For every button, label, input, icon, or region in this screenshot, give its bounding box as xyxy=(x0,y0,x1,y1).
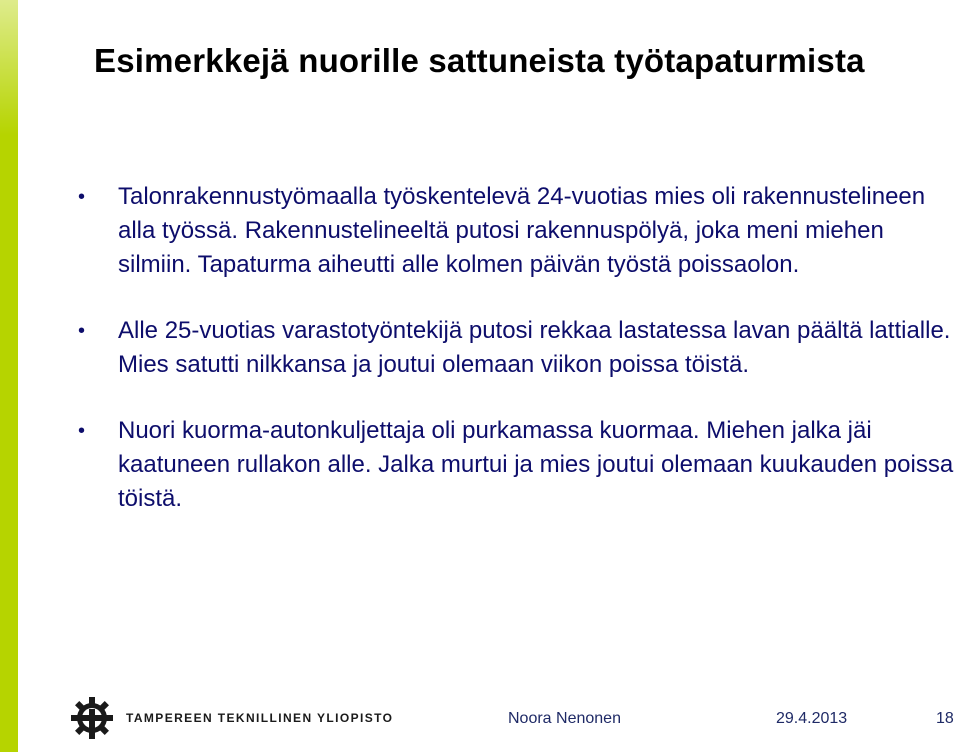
footer-date: 29.4.2013 xyxy=(776,710,848,727)
gear-logo-icon xyxy=(70,696,114,740)
bullet-item xyxy=(78,180,958,282)
bullet-list xyxy=(78,180,958,516)
bullet-marker: • xyxy=(78,320,86,342)
bullet-text: Alle 25-vuotias varastotyöntekijä putosi rekkaa lastatessa lavan päältä lattialle. Mies satutti nilkkansa ja joutui olemaan viikon poissa töistä. xyxy=(118,317,951,378)
bullet-text: Nuori kuorma-autonkuljettaja oli purkamassa kuormaa. Miehen jalka jäi kaatuneen rullakon alle. Jalka murtui ja mies joutui olemaan kuukauden poissa töistä. xyxy=(118,417,954,512)
bullet-marker: • xyxy=(78,186,86,208)
slide-footer xyxy=(0,680,960,752)
left-accent-bar-highlight xyxy=(0,0,18,752)
footer-author: Noora Nenonen xyxy=(508,710,621,727)
slide-title: Esimerkkejä nuorille sattuneista työtapaturmista xyxy=(94,42,865,79)
page-number: 18 xyxy=(936,710,954,727)
university-logo xyxy=(70,696,393,740)
bullet-marker: • xyxy=(78,420,86,442)
university-name: TAMPEREEN TEKNILLINEN YLIOPISTO xyxy=(126,711,394,725)
bullet-item xyxy=(78,314,958,382)
bullet-item xyxy=(78,414,958,516)
bullet-text: Talonrakennustyömaalla työskentelevä 24-vuotias mies oli rakennustelineen alla työssä. Rakennustelineeltä putosi rakennuspölyä, joka meni miehen silmiin. Tapaturma aiheutti alle kolmen päivän työstä poissaolon. xyxy=(118,183,926,278)
